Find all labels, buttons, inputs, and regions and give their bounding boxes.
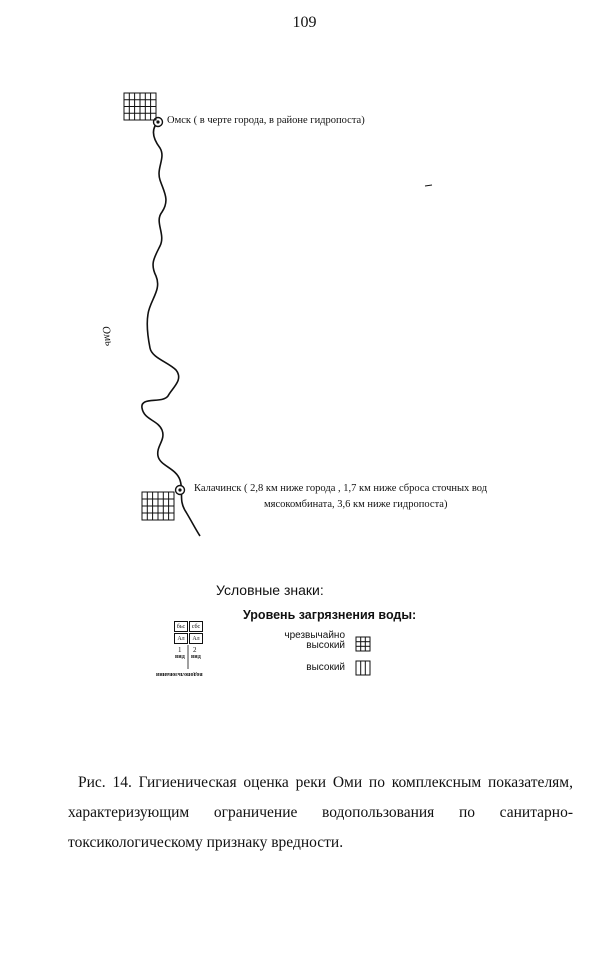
figure-caption xyxy=(68,768,573,858)
site-label-omsk: Омск ( в черте города, в районе гидропоста) xyxy=(167,115,365,126)
level-label-extreme: чрезвычайно высокий xyxy=(284,630,345,651)
key-col2-label: вид xyxy=(191,654,201,660)
vertical-pattern-icon xyxy=(355,660,371,676)
key-cell: сбс xyxy=(189,621,203,632)
pollution-grid-omsk xyxy=(124,93,156,120)
river-line xyxy=(142,122,200,536)
key-col2-number: 2 xyxy=(193,646,197,654)
key-cell: бьс xyxy=(174,621,188,632)
grid-pattern-icon xyxy=(355,636,371,652)
key-footer: водопользования xyxy=(156,671,203,677)
page-number: 109 xyxy=(292,14,317,31)
key-col1-number: 1 xyxy=(178,646,182,654)
caption-text: Рис. 14. Гигиеническая оценка реки Оми по комплексным показателям, характеризующим ограничение водопользования по санитарно-токсикологическому признаку вредности. xyxy=(68,774,573,851)
key-cell: Ал xyxy=(189,633,203,644)
key-cell: Ал xyxy=(174,633,188,644)
pollution-grid-kalachinsk xyxy=(142,492,174,520)
legend-subtitle: Уровень загрязнения воды: xyxy=(243,608,417,622)
key-col1-label: вид xyxy=(175,654,185,660)
level-label-high: высокий xyxy=(306,662,345,673)
site-label-kalachinsk-line2: мясокомбината, 3,6 км ниже гидропоста) xyxy=(264,499,448,510)
legend-key-diagram xyxy=(156,621,224,681)
site-label-kalachinsk-line1: Калачинск ( 2,8 км ниже города , 1,7 км ниже сброса сточных вод xyxy=(194,483,488,494)
legend-title: Условные знаки: xyxy=(216,582,324,598)
river-name: Омь xyxy=(99,325,116,348)
